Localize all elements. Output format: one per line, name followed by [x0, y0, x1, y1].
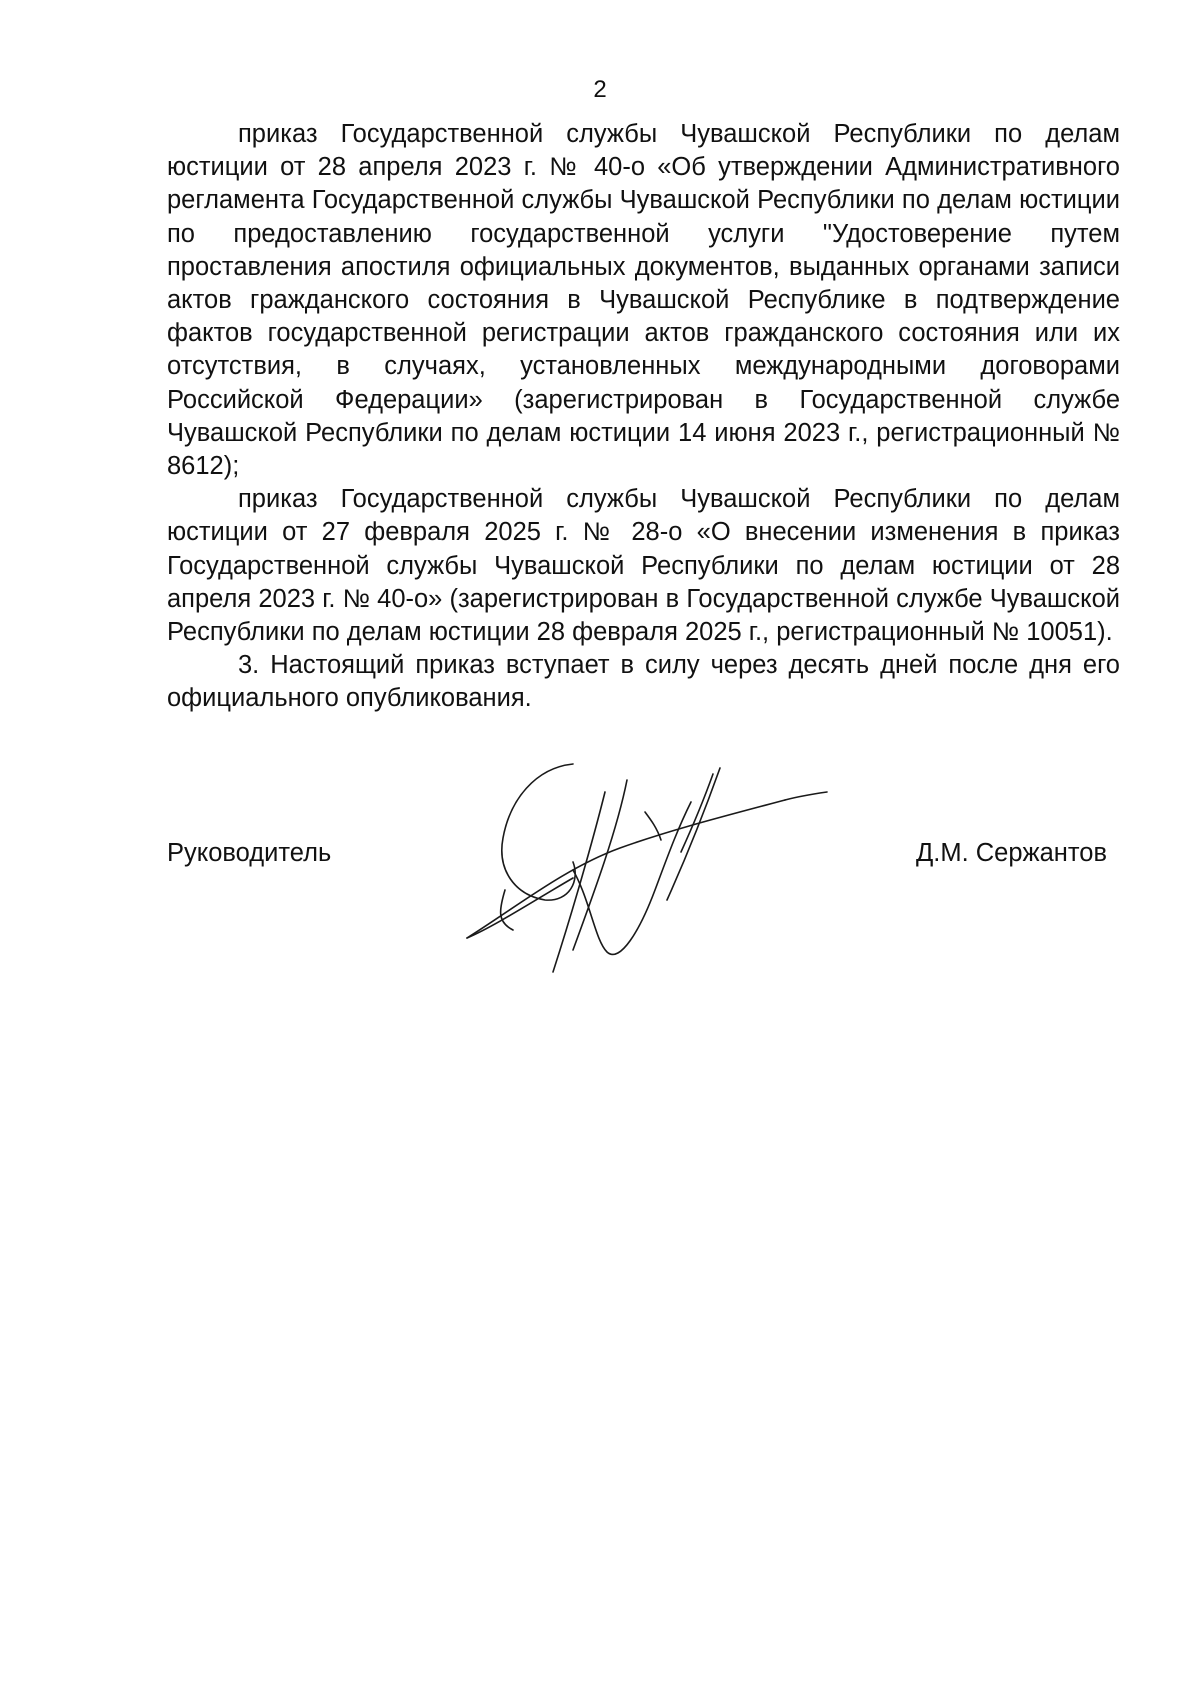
- signature-block: [0, 750, 1200, 1010]
- paragraph-clause-3: 3. Настоящий приказ вступает в силу через десять дней после дня его официального опубликования.: [167, 651, 1120, 713]
- handwritten-signature: [455, 750, 855, 995]
- paragraph-order-2025: приказ Государственной службы Чувашской Республики по делам юстиции от 27 февраля 2025 г. № 28-о «О внесении изменения в приказ Государственной службы Чувашской Республики по делам юстиции от 28 апреля 2023 г. № 40-о» (зарегистрирован в Государственной службе Чувашской Республики по делам юстиции 28 февраля 2025 г., регистрационный № 10051).: [167, 485, 1120, 647]
- document-body: [167, 118, 1120, 716]
- page-number: 2: [593, 76, 607, 103]
- paragraph-order-2023: приказ Государственной службы Чувашской Республики по делам юстиции от 28 апреля 2023 г. № 40-о «Об утверждении Административного регламента Государственной службы Чувашской Республики по делам юстиции по предоставлению государственной услуги "Удостоверение путем проставления апостиля официальных документов, выданных органами записи актов гражданского состояния в Чувашской Республике в подтверждение фактов государственной регистрации актов гражданского состояния или их отсутствия, в случаях, установленных международными договорами Российской Федерации» (зарегистрирован в Государственной службе Чувашской Республики по делам юстиции 14 июня 2023 г., регистрационный № 8612);: [167, 120, 1120, 481]
- signer-name: Д.М. Сержантов: [916, 839, 1107, 867]
- signer-title: Руководитель: [167, 839, 332, 867]
